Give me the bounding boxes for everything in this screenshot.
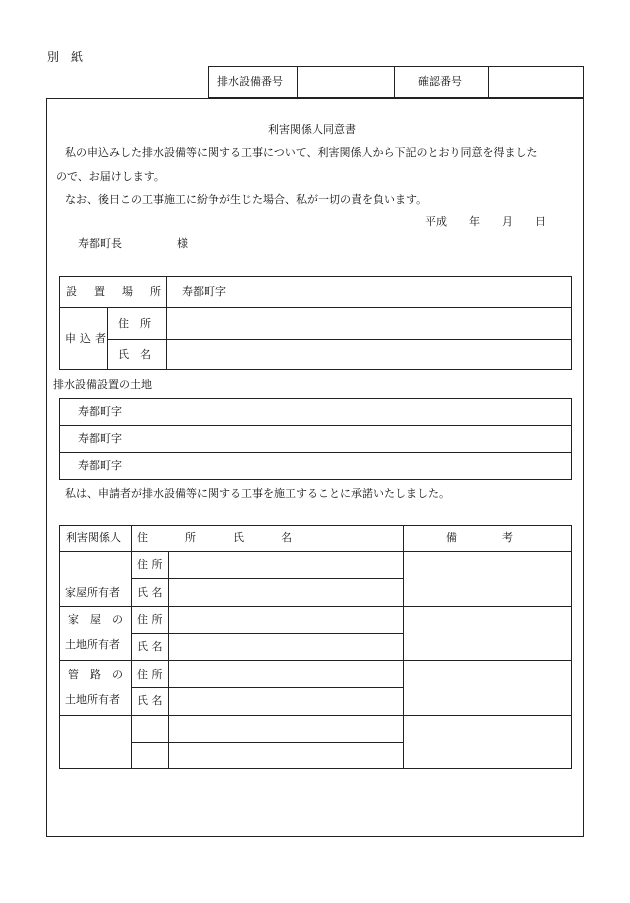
party-pipe-land-owner: 管 路 の xyxy=(68,668,123,681)
address-label: 住 所 xyxy=(137,613,163,626)
party-house-land-owner: 家 屋 の xyxy=(68,613,123,626)
address-name-field[interactable] xyxy=(170,635,402,659)
install-location-label: 設 置 場 所 xyxy=(66,285,164,298)
name-label: 氏 名 xyxy=(137,640,163,653)
address-name-field[interactable] xyxy=(170,717,402,741)
address-name-field[interactable] xyxy=(170,580,402,605)
party-house-land-owner: 土地所有者 xyxy=(65,638,120,651)
address-name-field[interactable] xyxy=(170,662,402,686)
address-name-field[interactable] xyxy=(170,689,402,714)
applicant-label: 申込者 xyxy=(65,332,110,345)
consent-paragraph-line2: ので、お届けします。 xyxy=(56,170,165,183)
col-address-name: 住 所 氏 名 xyxy=(137,531,293,544)
confirm-number-label: 確認番号 xyxy=(418,75,462,88)
party-house-owner: 家屋所有者 xyxy=(65,586,120,599)
document-title: 利害関係人同意書 xyxy=(268,123,356,136)
address-name-field[interactable] xyxy=(170,744,402,768)
drain-number-label: 排水設備番号 xyxy=(217,75,283,88)
attachment-label: 別 紙 xyxy=(47,50,84,64)
party-pipe-land-owner: 土地所有者 xyxy=(65,693,120,706)
liability-paragraph: なお、後日この工事施工に紛争が生じた場合、私が一切の責を負います。 xyxy=(65,193,428,206)
land-table xyxy=(59,398,572,480)
remarks-field[interactable] xyxy=(405,662,571,714)
applicant-address-label: 住 所 xyxy=(118,317,151,330)
name-label: 氏 名 xyxy=(137,586,163,599)
consent-paragraph-line1: 私の申込みした排水設備等に関する工事について、利害関係人から下記のとおり同意を得ました xyxy=(65,146,538,159)
applicant-name-label: 氏 名 xyxy=(118,348,151,361)
address-name-field[interactable] xyxy=(170,608,402,632)
approval-statement: 私は、申請者が排水設備等に関する工事を施工することに承諾いたしました。 xyxy=(65,487,450,500)
name-label: 氏 名 xyxy=(137,694,163,707)
col-stakeholder: 利害関係人 xyxy=(66,531,121,544)
land-heading: 排水設備設置の土地 xyxy=(53,378,152,391)
col-remarks: 備 考 xyxy=(446,531,516,544)
date-line: 平成 年 月 日 xyxy=(425,215,546,228)
remarks-field[interactable] xyxy=(405,608,571,659)
remarks-field[interactable] xyxy=(405,717,571,768)
remarks-field[interactable] xyxy=(405,553,571,605)
land-row[interactable]: 寿都町字 xyxy=(78,405,122,418)
address-name-field[interactable] xyxy=(170,553,402,577)
addressee: 寿都町長 様 xyxy=(78,237,188,250)
address-label: 住 所 xyxy=(137,668,163,681)
land-row[interactable]: 寿都町字 xyxy=(78,459,122,472)
address-label: 住 所 xyxy=(137,558,163,571)
land-row[interactable]: 寿都町字 xyxy=(78,432,122,445)
install-location-value[interactable]: 寿都町字 xyxy=(182,285,226,298)
